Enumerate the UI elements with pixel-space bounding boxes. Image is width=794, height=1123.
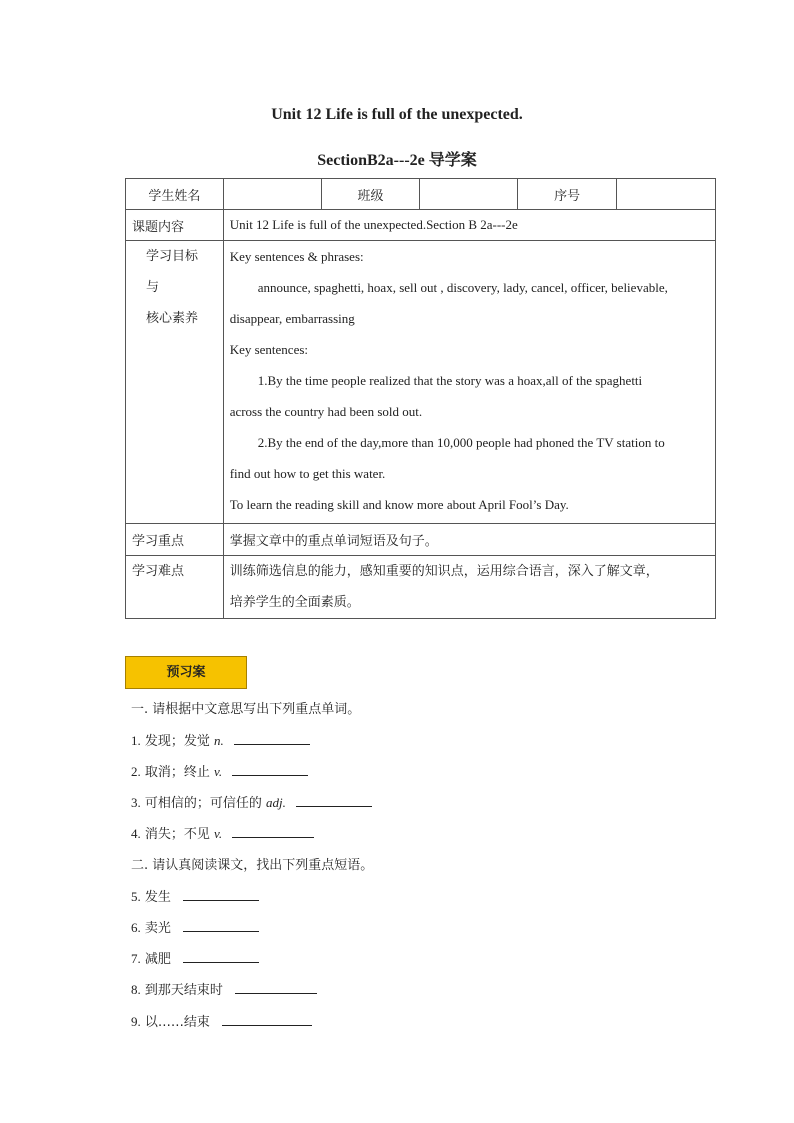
item-prompt: 发生 bbox=[144, 890, 171, 905]
item-pos: adj. bbox=[266, 795, 286, 810]
table-row bbox=[126, 210, 716, 241]
preview-badge: 预习案 bbox=[125, 656, 247, 689]
answer-blank[interactable] bbox=[183, 948, 259, 963]
item-number: 7. bbox=[131, 951, 141, 966]
item-number: 8. bbox=[131, 982, 141, 997]
goals-line: Key sentences & phrases: bbox=[229, 249, 364, 264]
item-prompt: 卖光 bbox=[144, 921, 171, 936]
item-prompt: 到那天结束时 bbox=[144, 983, 223, 998]
topic-label: 课题内容 bbox=[126, 210, 224, 241]
list-item bbox=[131, 730, 310, 749]
class-cell[interactable] bbox=[420, 179, 518, 210]
goals-line: 2.By the end of the day,more than 10,000 people had phoned the TV station to bbox=[257, 435, 665, 450]
answer-blank[interactable] bbox=[183, 917, 259, 932]
item-prompt: 减肥 bbox=[144, 952, 171, 967]
page-subtitle bbox=[0, 147, 794, 170]
item-prompt: 消失；不见 bbox=[144, 827, 210, 842]
answer-blank[interactable] bbox=[234, 730, 310, 745]
item-prompt: 以……结束 bbox=[144, 1015, 210, 1030]
item-pos: v. bbox=[214, 826, 223, 841]
item-prompt: 可相信的；可信任的 bbox=[144, 796, 262, 811]
item-number: 2. bbox=[131, 764, 141, 779]
student-name-cell[interactable] bbox=[223, 179, 321, 210]
item-number: 3. bbox=[131, 795, 141, 810]
difficulty-line: 训练筛选信息的能力，感知重要的知识点，运用综合语言，深入了解文章， bbox=[229, 564, 659, 579]
answer-blank[interactable] bbox=[232, 823, 314, 838]
item-prompt: 发现；发觉 bbox=[144, 734, 210, 749]
subtitle-en: SectionB2a---2e bbox=[317, 152, 425, 169]
answer-blank[interactable] bbox=[183, 886, 259, 901]
item-number: 4. bbox=[131, 826, 141, 841]
difficulty-label bbox=[126, 556, 224, 619]
table-row bbox=[126, 524, 716, 556]
table-row bbox=[126, 556, 716, 619]
answer-blank[interactable] bbox=[235, 979, 317, 994]
difficulty-label-text: 学习难点 bbox=[132, 564, 185, 579]
goals-label bbox=[126, 241, 224, 524]
subtitle-cn: 导学案 bbox=[428, 150, 477, 169]
difficulty-content bbox=[223, 556, 715, 619]
item-number: 9. bbox=[131, 1014, 141, 1029]
answer-blank[interactable] bbox=[222, 1011, 312, 1026]
list-item bbox=[131, 1011, 312, 1030]
answer-blank[interactable] bbox=[296, 792, 372, 807]
goals-line: find out how to get this water. bbox=[229, 466, 386, 481]
list-item bbox=[131, 948, 259, 967]
list-item bbox=[131, 792, 372, 811]
item-number: 1. bbox=[131, 733, 141, 748]
goals-line: 1.By the time people realized that the story was a hoax,all of the spaghetti bbox=[257, 373, 643, 388]
list-item bbox=[131, 917, 259, 936]
list-item bbox=[131, 979, 317, 998]
goals-line: Key sentences: bbox=[229, 342, 309, 357]
key-points-value: 掌握文章中的重点单词短语及句子。 bbox=[223, 524, 715, 556]
difficulty-line: 培养学生的全面素质。 bbox=[229, 595, 360, 610]
list-item bbox=[131, 886, 259, 905]
item-pos: n. bbox=[214, 733, 224, 748]
answer-blank[interactable] bbox=[232, 761, 308, 776]
student-info-table bbox=[125, 178, 716, 619]
class-label: 班级 bbox=[321, 179, 420, 210]
item-prompt: 取消；终止 bbox=[144, 765, 210, 780]
goals-content bbox=[223, 241, 715, 524]
table-row bbox=[126, 241, 716, 524]
goals-label-line: 学习目标 bbox=[146, 249, 199, 264]
goals-label-line: 核心素养 bbox=[146, 311, 199, 326]
topic-value: Unit 12 Life is full of the unexpected.Section B 2a---2e bbox=[223, 210, 715, 241]
seat-number-cell[interactable] bbox=[617, 179, 716, 210]
list-item bbox=[131, 823, 314, 842]
key-points-label: 学习重点 bbox=[126, 524, 224, 556]
page-title: Unit 12 Life is full of the unexpected. bbox=[271, 106, 523, 123]
item-number: 6. bbox=[131, 920, 141, 935]
goals-line: disappear, embarrassing bbox=[229, 311, 355, 326]
seat-number-label: 序号 bbox=[518, 179, 617, 210]
item-pos: v. bbox=[214, 764, 223, 779]
item-number: 5. bbox=[131, 889, 141, 904]
section-2-title: 二. 请认真阅读课文，找出下列重点短语。 bbox=[131, 858, 374, 873]
goals-line: across the country had been sold out. bbox=[229, 404, 423, 419]
goals-line: To learn the reading skill and know more about April Fool’s Day. bbox=[229, 497, 569, 512]
table-row bbox=[126, 179, 716, 210]
list-item bbox=[131, 761, 308, 780]
goals-label-line: 与 bbox=[146, 280, 160, 295]
section-1-title: 一. 请根据中文意思写出下列重点单词。 bbox=[131, 702, 361, 717]
student-name-label: 学生姓名 bbox=[126, 179, 224, 210]
goals-line: announce, spaghetti, hoax, sell out , discovery, lady, cancel, officer, believable, bbox=[257, 280, 668, 295]
